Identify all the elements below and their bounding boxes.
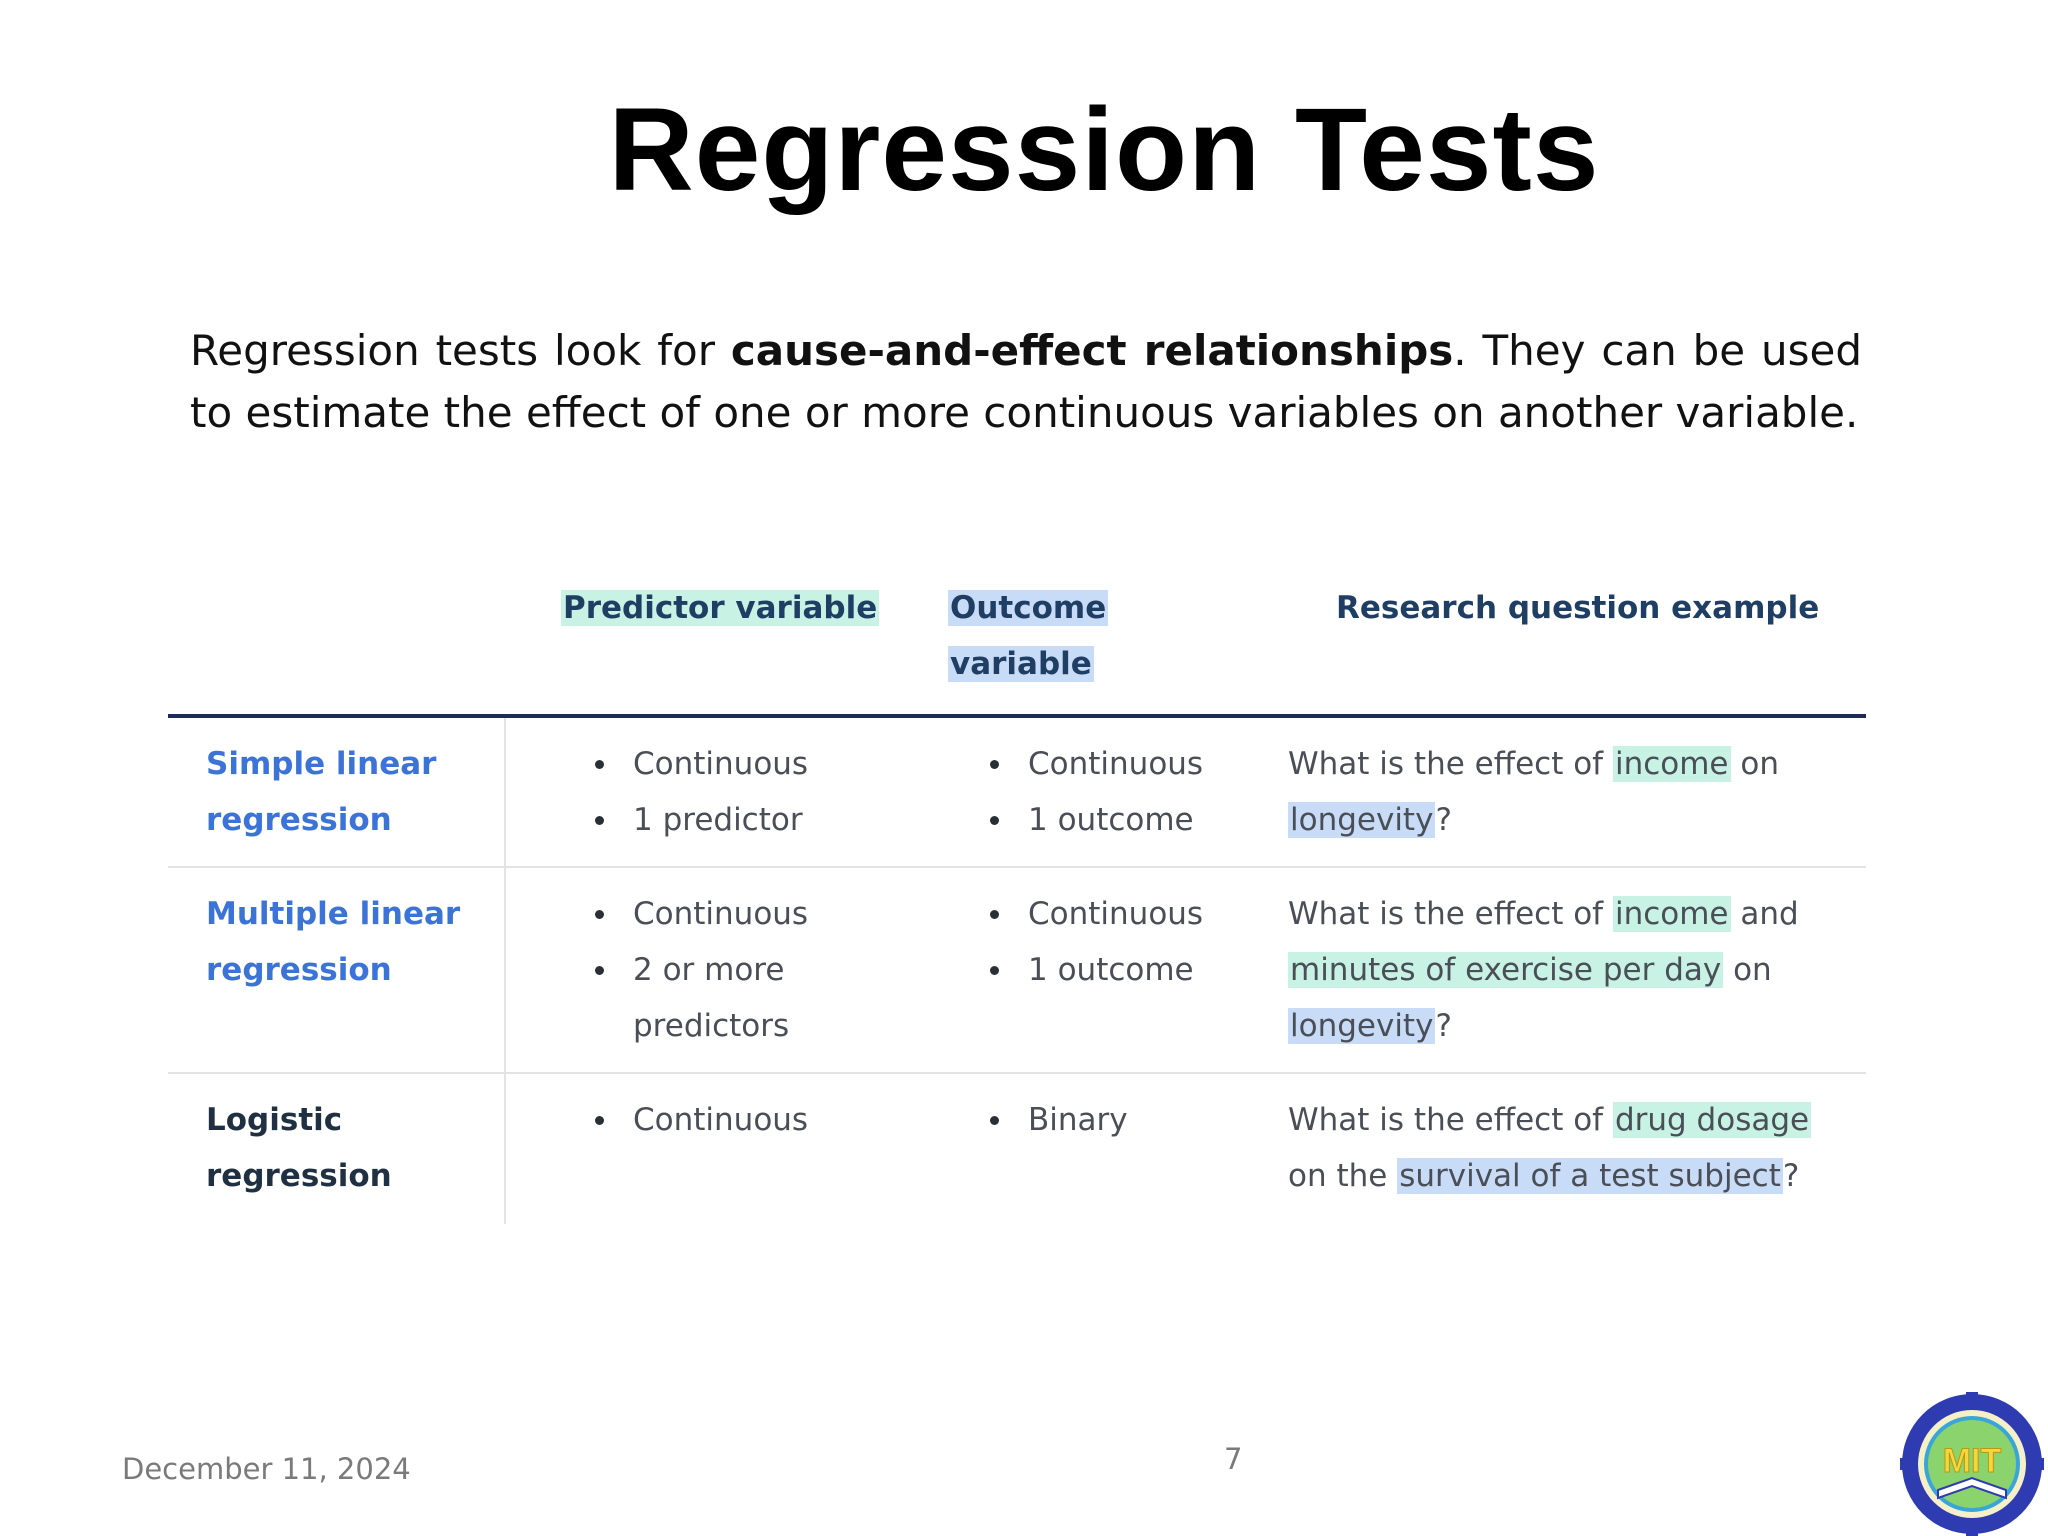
outcome-list [988,886,1203,998]
header-outcome: Outcome variable [950,590,1107,682]
list-item: Binary [988,1092,1128,1148]
research-question: What is the effect of drug dosage on the survival of a test subject? [1288,1102,1810,1194]
intro-paragraph [190,320,1862,444]
header-research: Research question example [1336,590,1820,626]
table-header [168,580,1866,714]
table-row [168,718,1866,868]
list-item: 1 outcome [988,792,1203,848]
predictor-list [593,736,808,848]
list-item: 1 predictor [593,792,808,848]
header-predictor: Predictor variable [563,590,878,626]
outcome-list [988,736,1203,848]
intro-bold-text: cause-and-effect relationships [730,326,1454,375]
svg-text:MIT: MIT [1942,1442,2002,1480]
predictor-list [593,886,809,1054]
page-number: 7 [1224,1442,1243,1476]
intro-text-2: . They can be used to estimate the effect of one or more continuous variables on another variable. [190,326,1863,437]
list-item: Continuous [988,736,1203,792]
list-item: Continuous [988,886,1203,942]
predictor-list [593,1092,808,1148]
research-question: What is the effect of income and minutes of exercise per day on longevity? [1288,896,1799,1044]
table-row [168,1074,1866,1224]
list-item: Continuous [593,736,808,792]
outcome-list [988,1092,1128,1148]
list-item: Continuous [593,886,793,942]
test-name-link[interactable]: Multiple linear regression [206,896,461,988]
footer-date: December 11, 2024 [122,1452,411,1486]
test-name-link[interactable]: Simple linear regression [206,746,437,838]
list-item: Continuous [593,1092,808,1148]
list-item: 2 or more predictors [593,942,793,1054]
list-item: 1 outcome [988,942,1203,998]
regression-table [168,580,1866,1224]
slide-title: Regression Tests [608,84,1600,216]
institution-logo-icon [1900,1392,2044,1536]
intro-text-1: Regression tests look for [190,326,731,375]
table-row [168,868,1866,1074]
research-question: What is the effect of income on longevity? [1288,746,1779,838]
test-name: Logistic regression [206,1102,392,1194]
